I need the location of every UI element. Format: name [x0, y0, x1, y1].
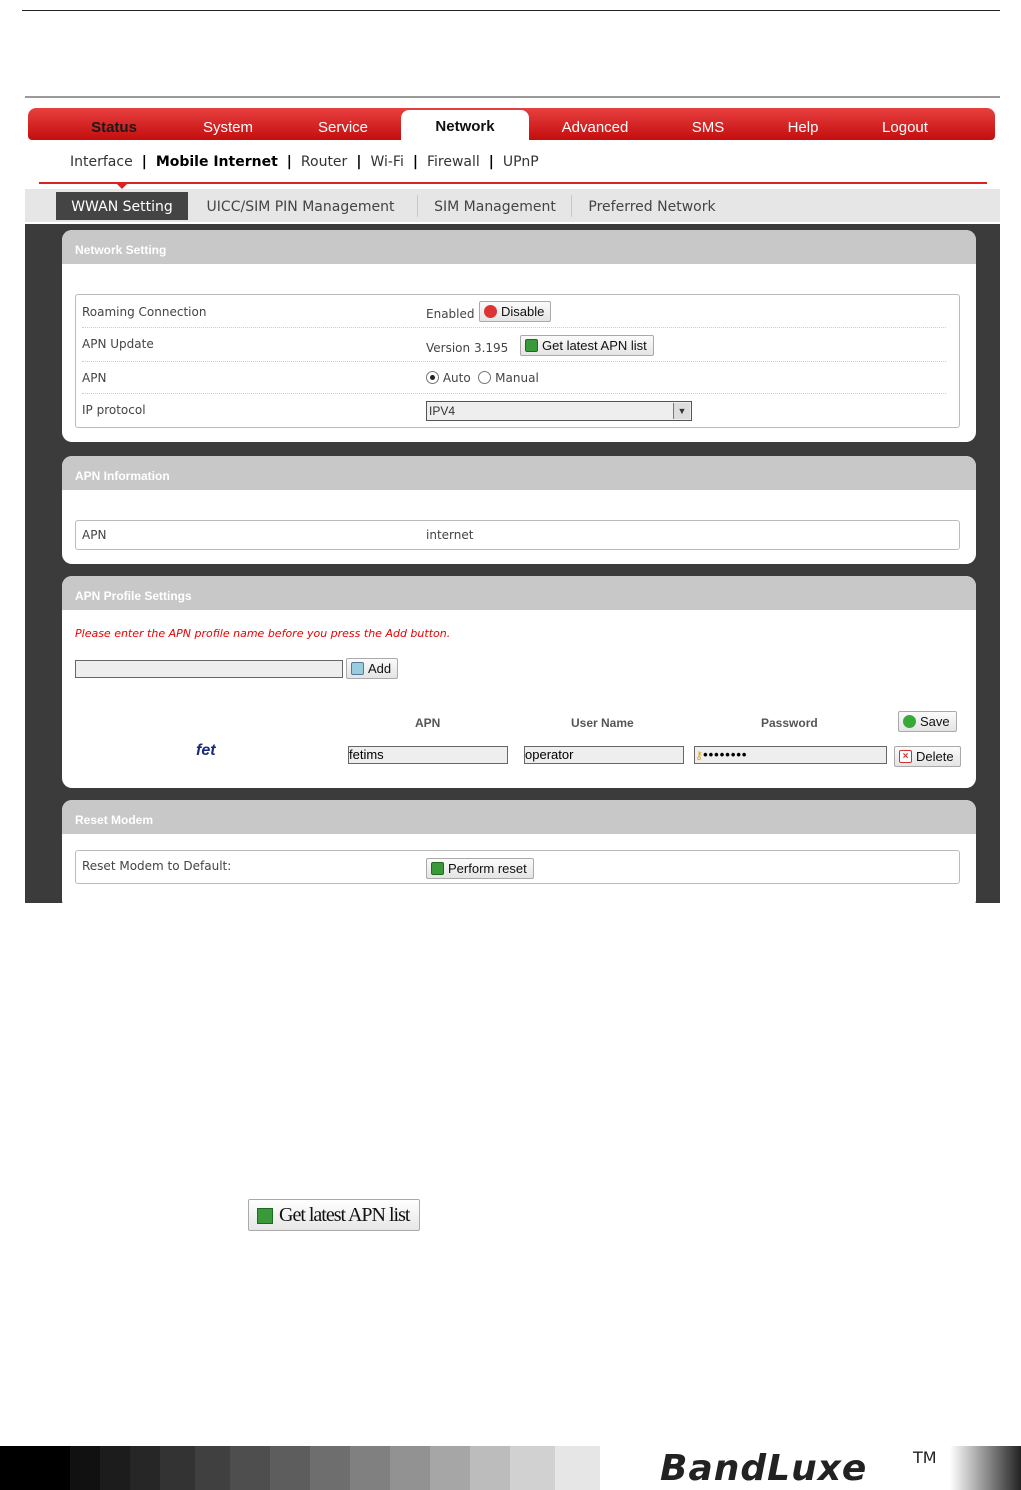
apn-update-row — [82, 331, 946, 362]
nav-system[interactable]: System — [202, 119, 253, 136]
apn-info-value: internet — [426, 528, 474, 542]
play-icon — [431, 862, 444, 875]
apn-update-label: APN Update — [82, 337, 154, 351]
reset-modem-box — [75, 850, 960, 884]
save-button[interactable]: Save — [898, 711, 957, 732]
apn-input[interactable]: fetims — [348, 746, 508, 764]
apn-profile-hint: Please enter the APN profile name before you press the Add button. — [75, 627, 451, 640]
content-area — [25, 224, 1000, 903]
play-icon — [525, 339, 538, 352]
page-top-rule — [22, 10, 1000, 11]
apn-mode-options — [426, 371, 539, 385]
ip-protocol-row — [82, 395, 946, 425]
col-password-header: Password — [761, 716, 818, 730]
ip-protocol-select[interactable]: IPV4 ▼ — [426, 401, 692, 421]
subnav-upnp[interactable]: UPnP — [502, 154, 539, 170]
user-name-input[interactable]: operator — [524, 746, 684, 764]
subnav-mobile-internet[interactable]: Mobile Internet — [155, 154, 278, 170]
apn-version: Version 3.195 — [426, 341, 509, 355]
get-latest-apn-button-large[interactable]: Get latest APN list — [248, 1199, 420, 1231]
apn-auto-label: Auto — [442, 371, 471, 385]
delete-x-icon: × — [899, 750, 912, 763]
footer-gradient-strip — [0, 1446, 1021, 1490]
trademark-mark: TM — [913, 1448, 937, 1467]
tab-bar — [25, 189, 1000, 222]
profile-name-input[interactable] — [75, 660, 343, 678]
apn-manual-label: Manual — [495, 371, 539, 385]
nav-advanced[interactable]: Advanced — [561, 119, 629, 136]
add-icon — [351, 662, 364, 675]
col-user-header: User Name — [571, 716, 634, 730]
panel-title: Network Setting — [62, 230, 976, 264]
col-apn-header: APN — [415, 716, 441, 730]
subnav-wifi[interactable]: Wi-Fi — [370, 154, 404, 170]
disable-button[interactable]: Disable — [479, 301, 551, 322]
apn-info-row — [82, 521, 946, 551]
network-setting-box — [75, 294, 960, 428]
roaming-row — [82, 297, 946, 328]
roaming-state: Enabled — [426, 307, 475, 321]
panel-title: APN Profile Settings — [62, 576, 976, 610]
network-setting-panel — [62, 230, 976, 442]
panel-title: APN Information — [62, 456, 976, 490]
subnav-firewall[interactable]: Firewall — [426, 154, 480, 170]
nav-logout[interactable]: Logout — [882, 119, 928, 136]
nav-network[interactable]: Network — [401, 110, 529, 142]
profile-name: fet — [196, 742, 216, 759]
tab-wwan-setting[interactable]: WWAN Setting — [56, 192, 188, 220]
reset-row — [82, 851, 946, 881]
apn-profile-panel — [62, 576, 976, 788]
nav-help[interactable]: Help — [787, 119, 819, 136]
nav-service[interactable]: Service — [317, 119, 369, 136]
router-ui-screenshot — [25, 96, 1000, 903]
tab-uicc-sim-pin[interactable]: UICC/SIM PIN Management — [206, 199, 395, 215]
add-button[interactable]: Add — [346, 658, 398, 679]
tab-sim-management[interactable]: SIM Management — [434, 199, 556, 215]
perform-reset-button[interactable]: Perform reset — [426, 858, 534, 879]
play-icon — [257, 1208, 273, 1224]
nav-sms[interactable]: SMS — [691, 119, 725, 136]
apn-information-box — [75, 520, 960, 550]
apn-manual-radio[interactable] — [478, 371, 491, 384]
main-nav — [28, 108, 995, 140]
subnav-pointer-icon — [115, 182, 129, 189]
subnav-interface[interactable]: Interface — [70, 154, 133, 170]
checkmark-icon — [903, 715, 916, 728]
stop-icon — [484, 305, 497, 318]
key-icon: ⚷ — [695, 750, 704, 762]
panel-title: Reset Modem — [62, 800, 976, 834]
roaming-label: Roaming Connection — [82, 305, 207, 319]
apn-information-panel — [62, 456, 976, 564]
apn-mode-row — [82, 363, 946, 394]
ip-protocol-label: IP protocol — [82, 403, 146, 417]
apn-auto-radio[interactable] — [426, 371, 439, 384]
delete-button[interactable]: × Delete — [894, 746, 961, 767]
password-input[interactable]: ⚷•••••••• — [694, 746, 887, 764]
reset-label: Reset Modem to Default: — [82, 859, 232, 873]
subnav-router[interactable]: Router — [300, 154, 348, 170]
apn-info-label: APN — [82, 528, 107, 542]
sub-nav: Interface | Mobile Internet | Router | Wi-Fi | Firewall | UPnP — [70, 154, 539, 170]
get-latest-apn-button[interactable]: Get latest APN list — [520, 335, 654, 356]
nav-status[interactable]: Status — [91, 119, 137, 136]
bandluxe-logo: BandLuxe — [660, 1448, 868, 1489]
subnav-divider — [39, 182, 987, 184]
dropdown-arrow-icon: ▼ — [673, 403, 690, 419]
reset-modem-panel — [62, 800, 976, 903]
apn-mode-label: APN — [82, 371, 107, 385]
tab-preferred-network[interactable]: Preferred Network — [588, 199, 716, 215]
